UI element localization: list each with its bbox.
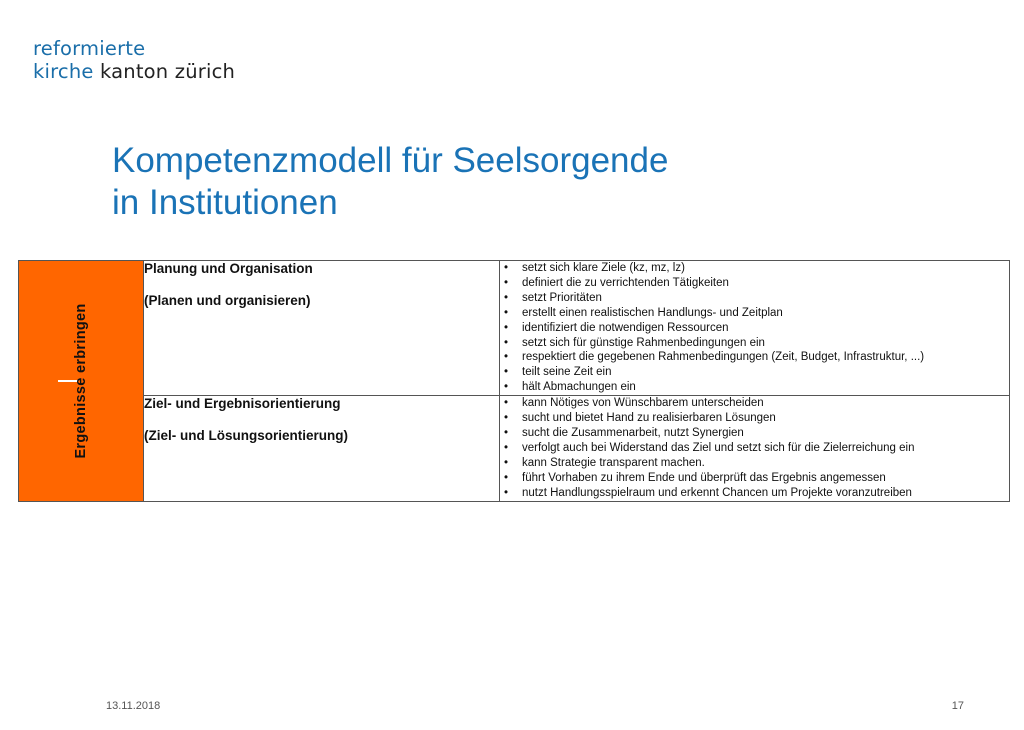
slide-title-line-2: in Institutionen xyxy=(112,183,338,222)
list-item: • verfolgt auch bei Widerstand das Ziel und setzt sich für die Zielerreichung ein xyxy=(500,441,1009,456)
bullet-list xyxy=(500,396,1009,500)
list-item: • hält Abmachungen ein xyxy=(500,380,1009,395)
list-item: • führt Vorhaben zu ihrem Ende und überprüft das Ergebnis angemessen xyxy=(500,471,1009,486)
area-cell xyxy=(144,396,500,502)
area-title: Ziel- und Ergebnisorientierung xyxy=(144,396,341,412)
side-label: Ergebnisse erbringen xyxy=(73,303,89,459)
table-row xyxy=(19,261,1010,396)
list-item: • erstellt einen realistischen Handlungs- und Zeitplan xyxy=(500,306,1009,321)
slide-title-line-1: Kompetenzmodell für Seelsorgende xyxy=(112,141,669,180)
list-item: • teilt seine Zeit ein xyxy=(500,365,1009,380)
area-title: Planung und Organisation xyxy=(144,261,313,276)
footer-date: 13.11.2018 xyxy=(106,700,161,712)
list-item: • sucht die Zusammenarbeit, nutzt Synergien xyxy=(500,426,1009,441)
table-row xyxy=(19,396,1010,502)
side-label-cell xyxy=(19,261,144,502)
list-item: • sucht und bietet Hand zu realisierbaren Lösungen xyxy=(500,411,1009,426)
bullet-list xyxy=(500,261,1009,395)
slide-title xyxy=(112,140,668,224)
list-item: • setzt sich klare Ziele (kz, mz, lz) xyxy=(500,261,1009,276)
list-item: • kann Nötiges von Wünschbarem unterscheiden xyxy=(500,396,1009,411)
logo-line-1: reformierte xyxy=(33,37,146,60)
list-item: • respektiert die gegebenen Rahmenbedingungen (Zeit, Budget, Infrastruktur, ...) xyxy=(500,350,1009,365)
logo-word-kirche: kirche xyxy=(33,60,94,83)
logo xyxy=(33,37,235,83)
page-number: 17 xyxy=(951,700,964,712)
competence-table xyxy=(18,260,1010,502)
list-item: • setzt Prioritäten xyxy=(500,291,1009,306)
list-item: • kann Strategie transparent machen. xyxy=(500,456,1009,471)
list-item: • identifiziert die notwendigen Ressourcen xyxy=(500,321,1009,336)
bullets-cell xyxy=(500,396,1010,502)
area-subtitle: (Ziel- und Lösungsorientierung) xyxy=(144,428,348,444)
logo-line-2 xyxy=(33,60,235,83)
list-item: • setzt sich für günstige Rahmenbedingungen ein xyxy=(500,336,1009,351)
bullets-cell xyxy=(500,261,1010,396)
list-item: • definiert die zu verrichtenden Tätigkeiten xyxy=(500,276,1009,291)
list-item: • nutzt Handlungsspielraum und erkennt Chancen um Projekte voranzutreiben xyxy=(500,486,1009,501)
area-subtitle: (Planen und organisieren) xyxy=(144,293,311,308)
area-cell xyxy=(144,261,500,396)
logo-word-kanton: kanton zürich xyxy=(93,60,236,83)
